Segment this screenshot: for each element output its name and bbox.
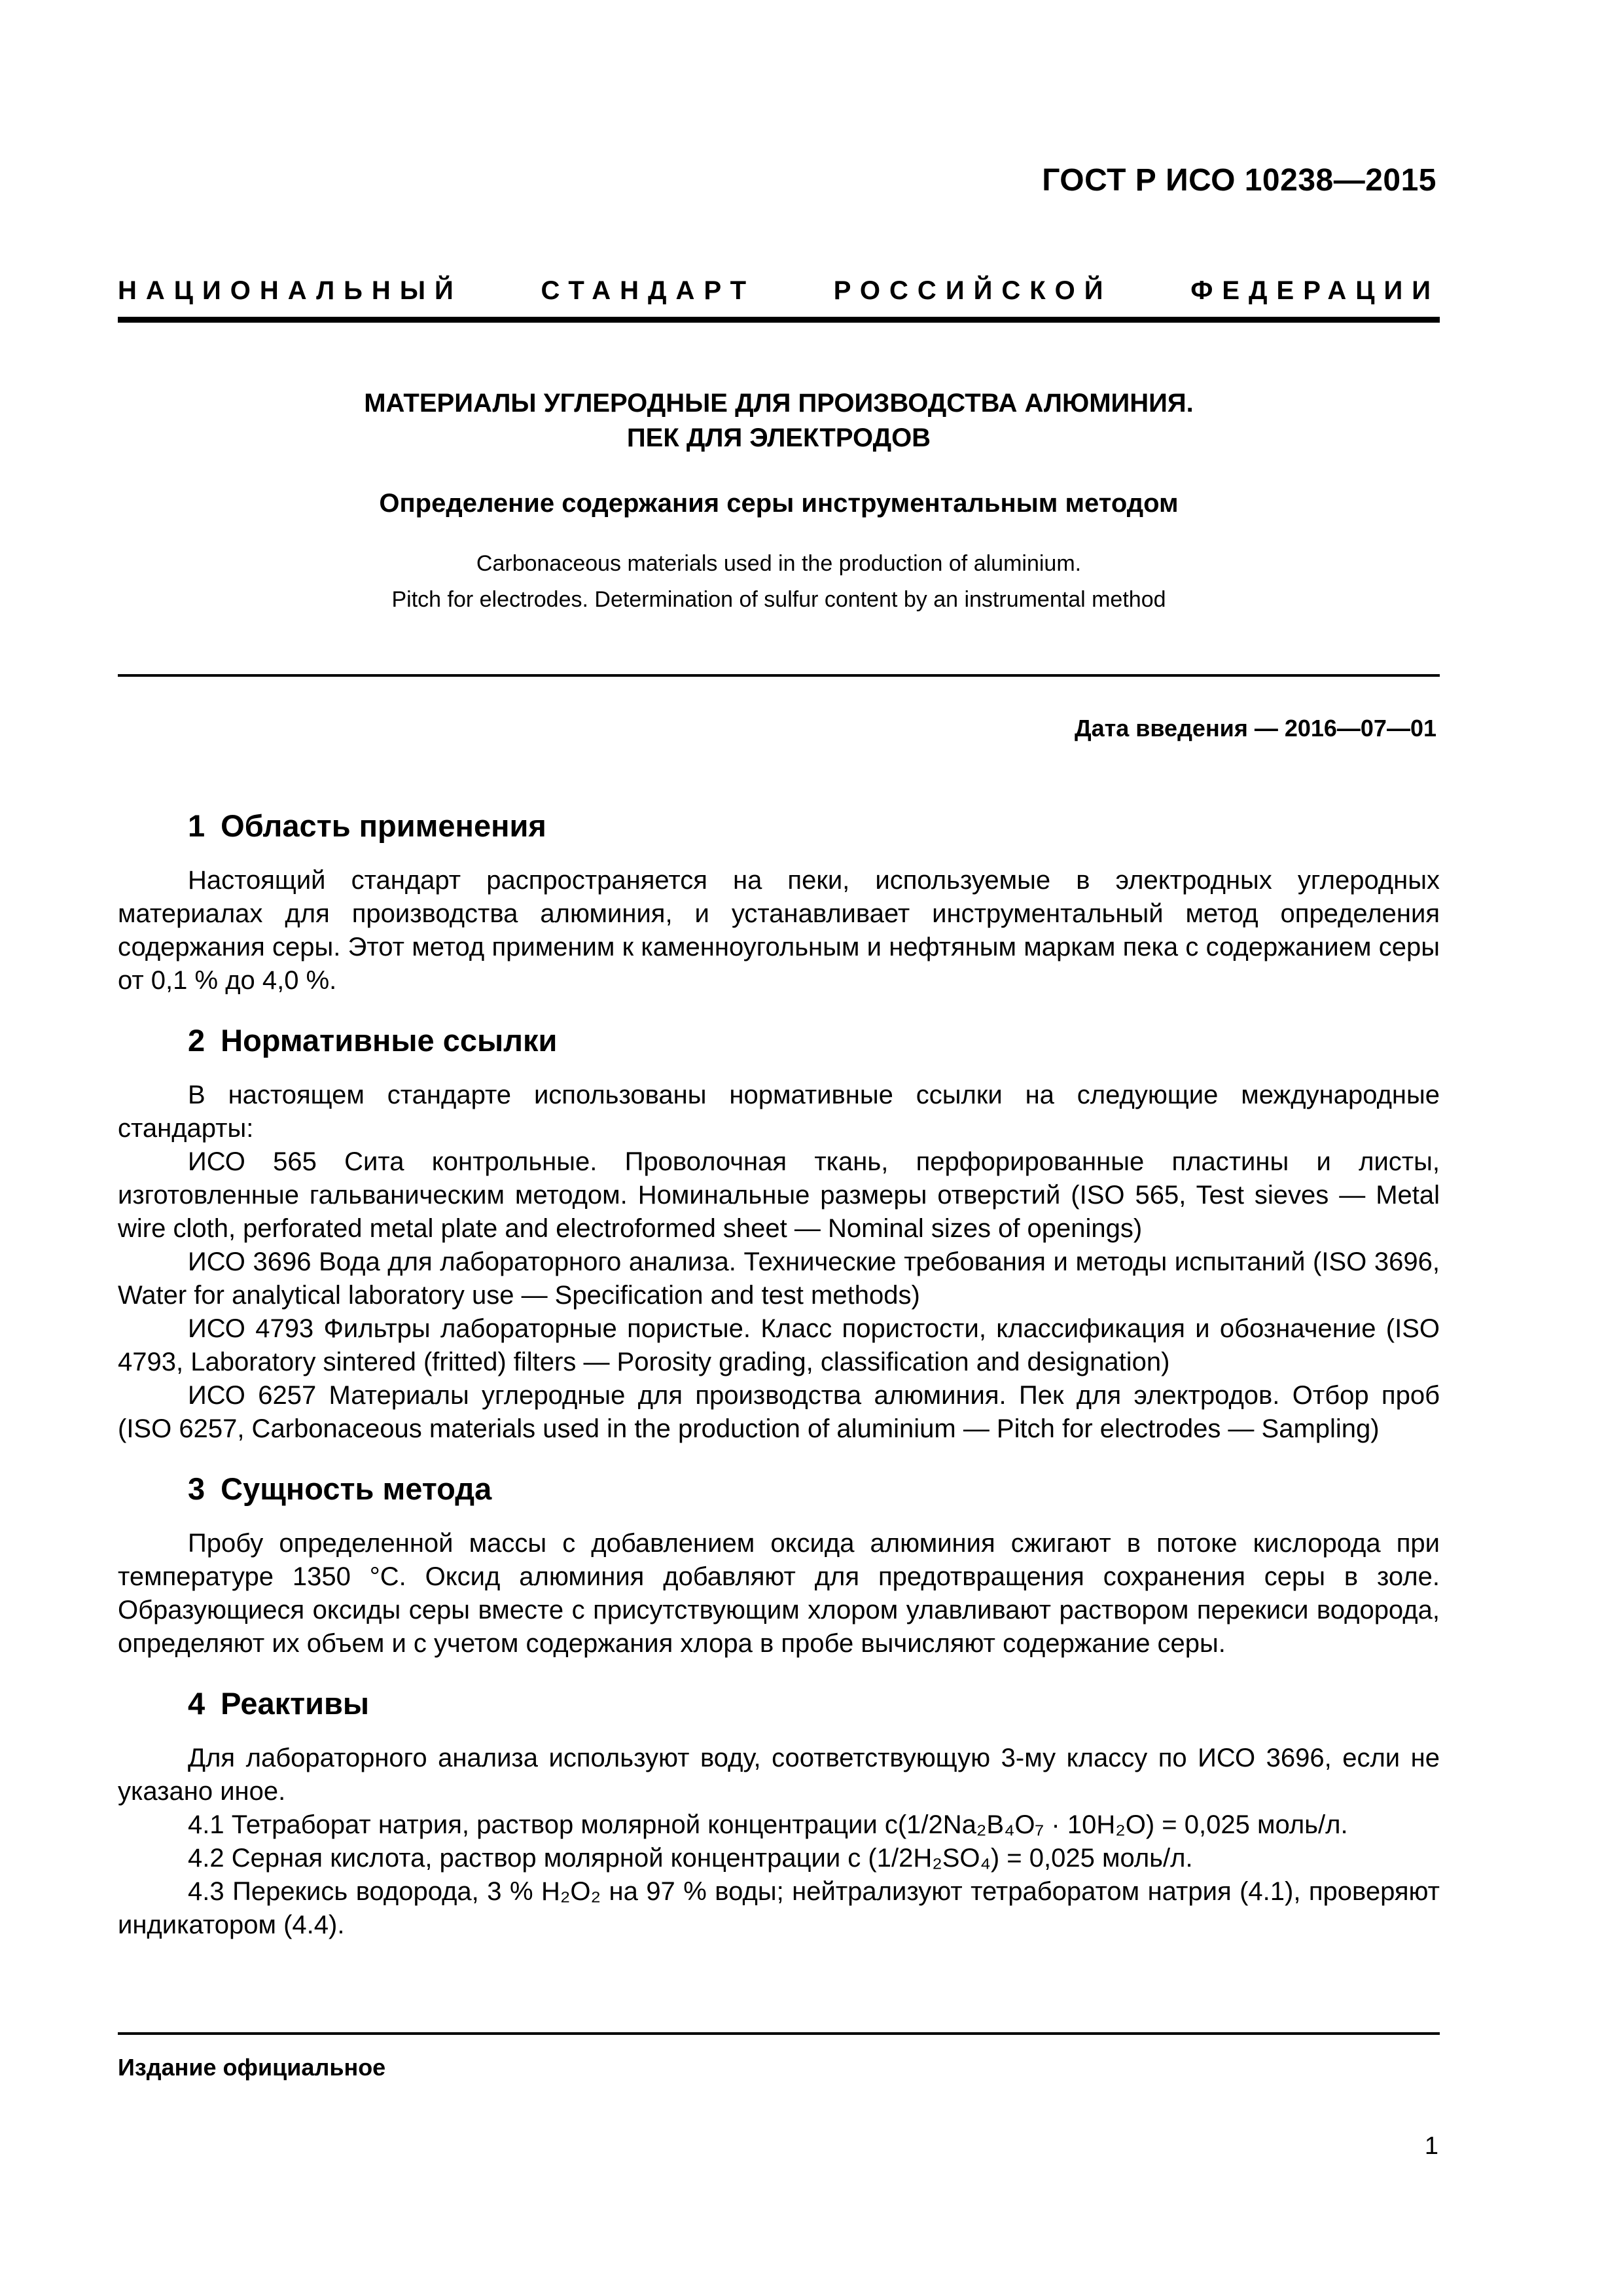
reference-item: ИСО 3696 Вода для лабораторного анализа. Технические требования и методы испытаний (ISO 3696, Water for analytical laboratory use — Specification and test methods) xyxy=(118,1247,1440,1310)
section-number: 3 xyxy=(188,1471,205,1506)
reagent-item: 4.3 Перекись водорода, 3 % H₂O₂ на 97 % воды; нейтрализуют тетраборатом натрия (4.1), проверяют индикатором (4.4). xyxy=(118,1877,1440,1939)
footer-divider xyxy=(118,2032,1440,2035)
section-title: Сущность метода xyxy=(221,1471,492,1506)
russian-title-line-1: МАТЕРИАЛЫ УГЛЕРОДНЫЕ ДЛЯ ПРОИЗВОДСТВА АЛЮМИНИЯ. xyxy=(364,389,1194,418)
reference-item: ИСО 4793 Фильтры лабораторные пористые. Класс пористости, классификация и обозначение (ISO 4793, Laboratory sintered (fritted) filters — Porosity grading, classification and designation) xyxy=(118,1314,1440,1376)
section-title: Нормативные ссылки xyxy=(221,1023,558,1058)
section-heading xyxy=(118,1021,1440,1060)
russian-title-line-2: ПЕК ДЛЯ ЭЛЕКТРОДОВ xyxy=(626,423,931,452)
section-title: Область применения xyxy=(221,808,546,843)
reference-item: ИСО 565 Сита контрольные. Проволочная ткань, перфорированные пластины и листы, изготовленные гальваническим методом. Номинальные размеры отверстий (ISO 565, Test sieves — Metal wire cloth, perforated metal plate and electroformed sheet — Nominal sizes of openings) xyxy=(118,1147,1440,1243)
header-divider xyxy=(118,317,1440,323)
reagent-item: 4.2 Серная кислота, раствор молярной концентрации c (1/2H₂SO₄) = 0,025 моль/л. xyxy=(188,1844,1193,1873)
reagent-item: 4.1 Тетраборат натрия, раствор молярной концентрации c(1/2Na₂B₄O₇ · 10H₂O) = 0,025 моль/л. xyxy=(188,1810,1348,1839)
section-heading xyxy=(118,1469,1440,1509)
section-normative-references xyxy=(118,1021,1440,1446)
page-number: 1 xyxy=(1424,2132,1438,2160)
title-divider xyxy=(118,674,1440,677)
paragraph: Настоящий стандарт распространяется на пеки, используемые в электродных углеродных материалах для производства алюминия, и устанавливает инструментальный метод определения содержания серы. Этот метод применим к каменноугольным и нефтяным маркам пека с содержанием серы от 0,1 % до 4,0 %. xyxy=(118,866,1440,995)
national-standard-header: НАЦИОНАЛЬНЫЙ СТАНДАРТ РОССИЙСКОЙ ФЕДЕРАЦИИ xyxy=(118,276,1440,305)
paragraph: Для лабораторного анализа используют воду, соответствующую 3-му классу по ИСО 3696, если не указано иное. xyxy=(118,1744,1440,1806)
section-reagents xyxy=(118,1684,1440,1942)
section-heading xyxy=(118,806,1440,846)
introduction-date: Дата введения — 2016—07—01 xyxy=(1074,715,1436,742)
russian-title xyxy=(118,386,1440,456)
title-block xyxy=(118,386,1440,618)
russian-subtitle: Определение содержания серы инструментальным методом xyxy=(379,489,1179,518)
reference-item: ИСО 6257 Материалы углеродные для производства алюминия. Пек для электродов. Отбор проб (ISO 6257, Carbonaceous materials used in the production of aluminium — Pitch for electrodes — Sampling) xyxy=(118,1381,1440,1443)
paragraph: В настоящем стандарте использованы нормативные ссылки на следующие международные стандарты: xyxy=(118,1081,1440,1143)
section-method-principle xyxy=(118,1469,1440,1660)
section-number: 2 xyxy=(188,1023,205,1058)
section-scope xyxy=(118,806,1440,997)
paragraph: Пробу определенной массы с добавлением оксида алюминия сжигают в потоке кислорода при температуре 1350 °С. Оксид алюминия добавляют для предотвращения сохранения серы в золе. Образующиеся оксиды серы вместе с присутствующим хлором улавливают раствором перекиси водорода, определяют их объем и с учетом содержания хлора в пробе вычисляют содержание серы. xyxy=(118,1529,1440,1658)
english-title-line-1: Carbonaceous materials used in the production of aluminium. xyxy=(476,551,1082,576)
section-number: 1 xyxy=(188,808,205,843)
english-title xyxy=(118,546,1440,618)
section-heading xyxy=(118,1684,1440,1723)
document-code: ГОСТ Р ИСО 10238—2015 xyxy=(1042,163,1436,198)
section-title: Реактивы xyxy=(221,1686,370,1721)
document-body xyxy=(118,806,1440,1965)
english-title-line-2: Pitch for electrodes. Determination of sulfur content by an instrumental method xyxy=(391,587,1166,612)
section-number: 4 xyxy=(188,1686,205,1721)
official-edition-label: Издание официальное xyxy=(118,2054,386,2081)
